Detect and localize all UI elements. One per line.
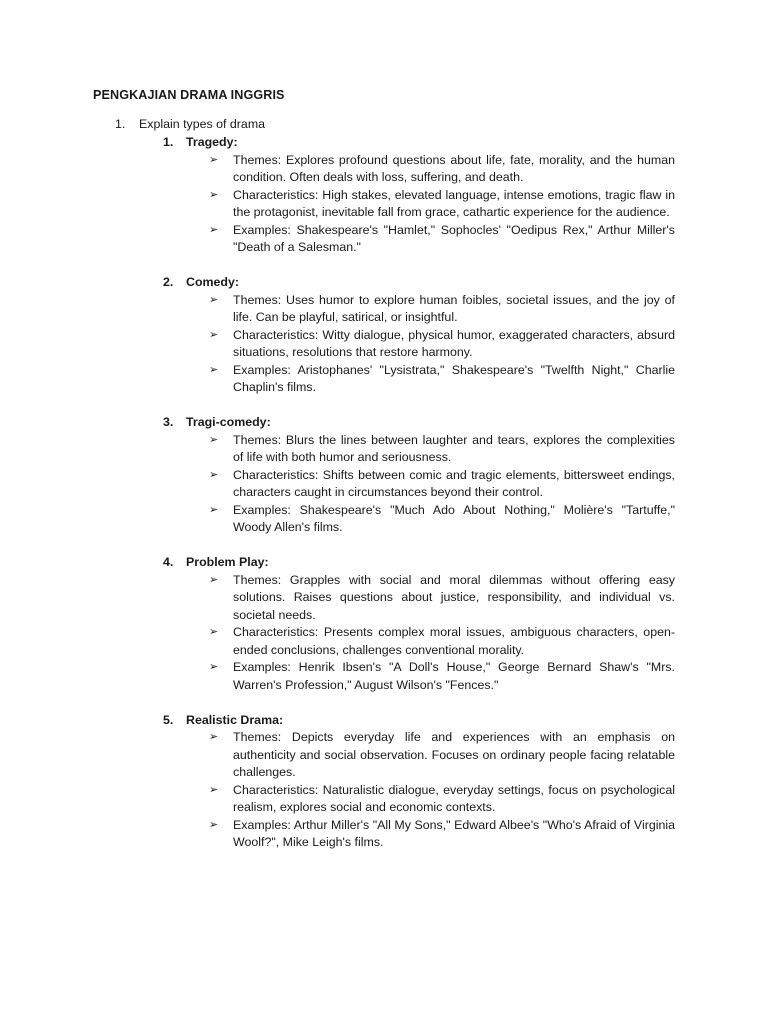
arrowhead-bullet-icon: ➢ bbox=[209, 153, 219, 166]
bullet-text: Examples: Aristophanes' "Lysistrata," Shakespeare's "Twelfth Night," Charlie Chaplin's films. bbox=[233, 362, 675, 394]
section-heading bbox=[163, 414, 675, 432]
list-item bbox=[163, 782, 675, 817]
drama-types-list bbox=[163, 134, 675, 869]
list-item bbox=[163, 659, 675, 694]
section-number: 4. bbox=[163, 555, 174, 569]
bullet-list bbox=[163, 152, 675, 257]
arrowhead-bullet-icon: ➢ bbox=[209, 293, 219, 306]
section-title: Tragedy: bbox=[186, 135, 238, 149]
bullet-text: Examples: Shakespeare's "Much Ado About Nothing," Molière's "Tartuffe," Woody Allen's films. bbox=[233, 502, 675, 534]
section-heading bbox=[163, 712, 675, 730]
arrowhead-bullet-icon: ➢ bbox=[209, 626, 219, 638]
drama-type-section bbox=[163, 554, 675, 694]
arrowhead-bullet-icon: ➢ bbox=[209, 328, 219, 341]
list-item bbox=[163, 729, 675, 782]
list-item bbox=[163, 502, 675, 537]
bullet-list bbox=[163, 432, 675, 537]
section-number: 3. bbox=[163, 415, 174, 429]
bullet-text: Themes: Blurs the lines between laughter and tears, explores the complexities of life with both humor and seriousness. bbox=[233, 432, 675, 464]
list-item bbox=[163, 572, 675, 625]
arrowhead-bullet-icon: ➢ bbox=[209, 731, 219, 743]
arrowhead-bullet-icon: ➢ bbox=[209, 188, 219, 201]
list-item bbox=[163, 432, 675, 467]
drama-type-section bbox=[163, 134, 675, 257]
bullet-text: Themes: Grapples with social and moral dilemmas without offering easy solutions. Raises questions about justice, responsibility, and individual vs. societal needs. bbox=[233, 572, 675, 622]
drama-type-section bbox=[163, 414, 675, 537]
section-heading bbox=[163, 274, 675, 292]
section-title: Comedy: bbox=[186, 275, 240, 289]
list-item bbox=[163, 467, 675, 502]
question-item bbox=[115, 117, 265, 131]
arrowhead-bullet-icon: ➢ bbox=[209, 363, 219, 376]
list-item bbox=[163, 187, 675, 222]
section-title: Realistic Drama: bbox=[186, 712, 284, 727]
arrowhead-bullet-icon: ➢ bbox=[209, 818, 219, 831]
list-item bbox=[163, 624, 675, 659]
section-number: 2. bbox=[163, 275, 174, 289]
arrowhead-bullet-icon: ➢ bbox=[209, 503, 219, 516]
section-title: Problem Play: bbox=[186, 555, 269, 569]
bullet-text: Themes: Depicts everyday life and experiences with an emphasis on authenticity and social observation. Focuses on ordinary people facing relatable challenges. bbox=[233, 730, 675, 779]
section-number: 5. bbox=[163, 712, 174, 727]
list-item bbox=[163, 152, 675, 187]
bullet-list bbox=[163, 292, 675, 397]
document-title: PENGKAJIAN DRAMA INGGRIS bbox=[93, 88, 285, 102]
arrowhead-bullet-icon: ➢ bbox=[209, 468, 219, 481]
bullet-text: Examples: Shakespeare's "Hamlet," Sophocles' "Oedipus Rex," Arthur Miller's "Death of a Salesman." bbox=[233, 222, 675, 254]
bullet-text: Examples: Henrik Ibsen's "A Doll's House," George Bernard Shaw's "Mrs. Warren's Profession," August Wilson's "Fences." bbox=[233, 660, 675, 692]
arrowhead-bullet-icon: ➢ bbox=[209, 223, 219, 236]
bullet-text: Examples: Arthur Miller's "All My Sons," Edward Albee's "Who's Afraid of Virginia Woolf?", Mike Leigh's films. bbox=[233, 817, 675, 849]
list-item bbox=[163, 362, 675, 397]
bullet-list bbox=[163, 572, 675, 695]
drama-type-section bbox=[163, 274, 675, 397]
section-title: Tragi-comedy: bbox=[186, 415, 271, 429]
bullet-text: Characteristics: Presents complex moral issues, ambiguous characters, open-ended conclusions, challenges conventional morality. bbox=[233, 625, 675, 657]
arrowhead-bullet-icon: ➢ bbox=[209, 661, 219, 673]
bullet-text: Characteristics: High stakes, elevated language, intense emotions, tragic flaw in the protagonist, inevitable fall from grace, cathartic experience for the audience. bbox=[233, 187, 675, 219]
list-item bbox=[163, 222, 675, 257]
arrowhead-bullet-icon: ➢ bbox=[209, 573, 219, 586]
bullet-text: Themes: Uses humor to explore human foibles, societal issues, and the joy of life. Can be playful, satirical, or insightful. bbox=[233, 292, 675, 324]
arrowhead-bullet-icon: ➢ bbox=[209, 433, 219, 446]
section-number: 1. bbox=[163, 135, 174, 149]
bullet-text: Characteristics: Shifts between comic and tragic elements, bittersweet endings, characters caught in circumstances beyond their control. bbox=[233, 467, 675, 499]
arrowhead-bullet-icon: ➢ bbox=[209, 783, 219, 796]
bullet-text: Themes: Explores profound questions about life, fate, morality, and the human condition. Often deals with loss, suffering, and death. bbox=[233, 152, 675, 184]
bullet-text: Characteristics: Naturalistic dialogue, everyday settings, focus on psychological realism, explores social and economic contexts. bbox=[233, 782, 675, 814]
section-heading bbox=[163, 134, 675, 152]
section-heading bbox=[163, 554, 675, 572]
drama-type-section bbox=[163, 712, 675, 852]
bullet-list bbox=[163, 729, 675, 852]
list-item bbox=[163, 292, 675, 327]
list-item bbox=[163, 327, 675, 362]
question-number: 1. bbox=[115, 117, 126, 131]
question-text: Explain types of drama bbox=[139, 117, 266, 131]
list-item bbox=[163, 817, 675, 852]
bullet-text: Characteristics: Witty dialogue, physical humor, exaggerated characters, absurd situations, resolutions that restore harmony. bbox=[233, 327, 675, 359]
